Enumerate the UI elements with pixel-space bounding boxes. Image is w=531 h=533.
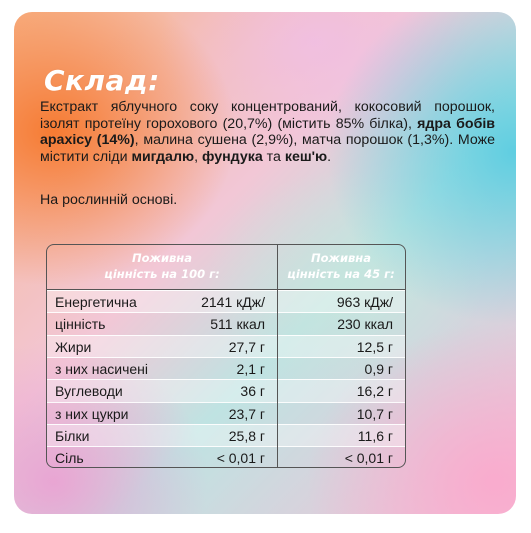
composition-title: Склад:: [44, 64, 160, 97]
header-per-100g-line1: Поживна: [131, 251, 192, 265]
table-row: [47, 312, 405, 335]
header-per-45g: [277, 250, 405, 282]
ingredients-part: .: [327, 148, 332, 165]
nutrient-name: Вуглеводи: [55, 383, 123, 400]
table-row: [47, 446, 405, 468]
value-per-45g: 12,5 г: [356, 338, 393, 355]
value-per-100g: 23,7 г: [228, 405, 265, 422]
ingredients-allergen: мигдалю: [131, 148, 195, 165]
value-per-45g: < 0,01 г: [344, 450, 393, 467]
header-per-100g: [47, 250, 277, 282]
table-row: [47, 335, 405, 358]
value-per-100g: 36 г: [240, 383, 265, 400]
value-per-45g: 16,2 г: [356, 383, 393, 400]
ingredients-text: [40, 99, 495, 165]
nutrient-name: з них насичені: [55, 360, 149, 377]
table-row: [47, 424, 405, 447]
header-per-45g-line1: Поживна: [310, 251, 371, 265]
header-per-100g-line2: цінність на 100 г:: [104, 267, 220, 281]
ingredients-part: Екстракт яблучного соку концентрований, кокосовий порошок, ізолят протеїну горохового (20,7%) (містить 85% білка),: [40, 99, 495, 132]
value-per-100g: < 0,01 г: [216, 450, 265, 467]
nutrition-table: [46, 244, 406, 468]
ingredients-allergen: ядра бобів арахісу (14%): [40, 115, 496, 148]
ingredients-allergen: фундука: [201, 148, 263, 165]
product-label-card: [14, 12, 516, 514]
value-per-100g: 25,8 г: [228, 427, 265, 444]
nutrient-name: Білки: [55, 427, 90, 444]
column-divider: [277, 245, 278, 467]
ingredients-allergen: кеш'ю: [284, 148, 328, 165]
table-row: [47, 402, 405, 425]
plant-based-note: На рослинній основі.: [40, 192, 178, 208]
table-row: [47, 379, 405, 402]
nutrient-name: цінність: [55, 316, 106, 333]
value-per-100g: 2141 кДж/: [201, 294, 265, 310]
ingredients-part: та: [262, 148, 285, 165]
value-per-45g: 963 кДж/: [336, 294, 393, 310]
ingredients-part: , малина сушена (2,9%), матча порошок (1,3%). Може містити сліди: [40, 132, 495, 165]
value-per-100g: 2,1 г: [236, 360, 265, 377]
nutrient-name: Енергетична: [55, 294, 137, 310]
value-per-45g: 11,6 г: [357, 427, 393, 444]
table-row: [47, 357, 405, 380]
nutrient-name: Жири: [55, 338, 92, 355]
value-per-100g: 27,7 г: [228, 338, 265, 355]
nutrition-table-header: [47, 245, 405, 290]
value-per-45g: 0,9 г: [364, 360, 393, 377]
value-per-100g: 511 ккал: [210, 316, 265, 333]
table-row: [47, 290, 405, 313]
ingredients-part: ,: [194, 148, 202, 165]
value-per-45g: 230 ккал: [337, 316, 393, 333]
nutrient-name: з них цукри: [55, 405, 129, 422]
nutrient-name: Сіль: [55, 450, 84, 467]
header-per-45g-line2: цінність на 45 г:: [287, 267, 395, 281]
value-per-45g: 10,7 г: [356, 405, 393, 422]
